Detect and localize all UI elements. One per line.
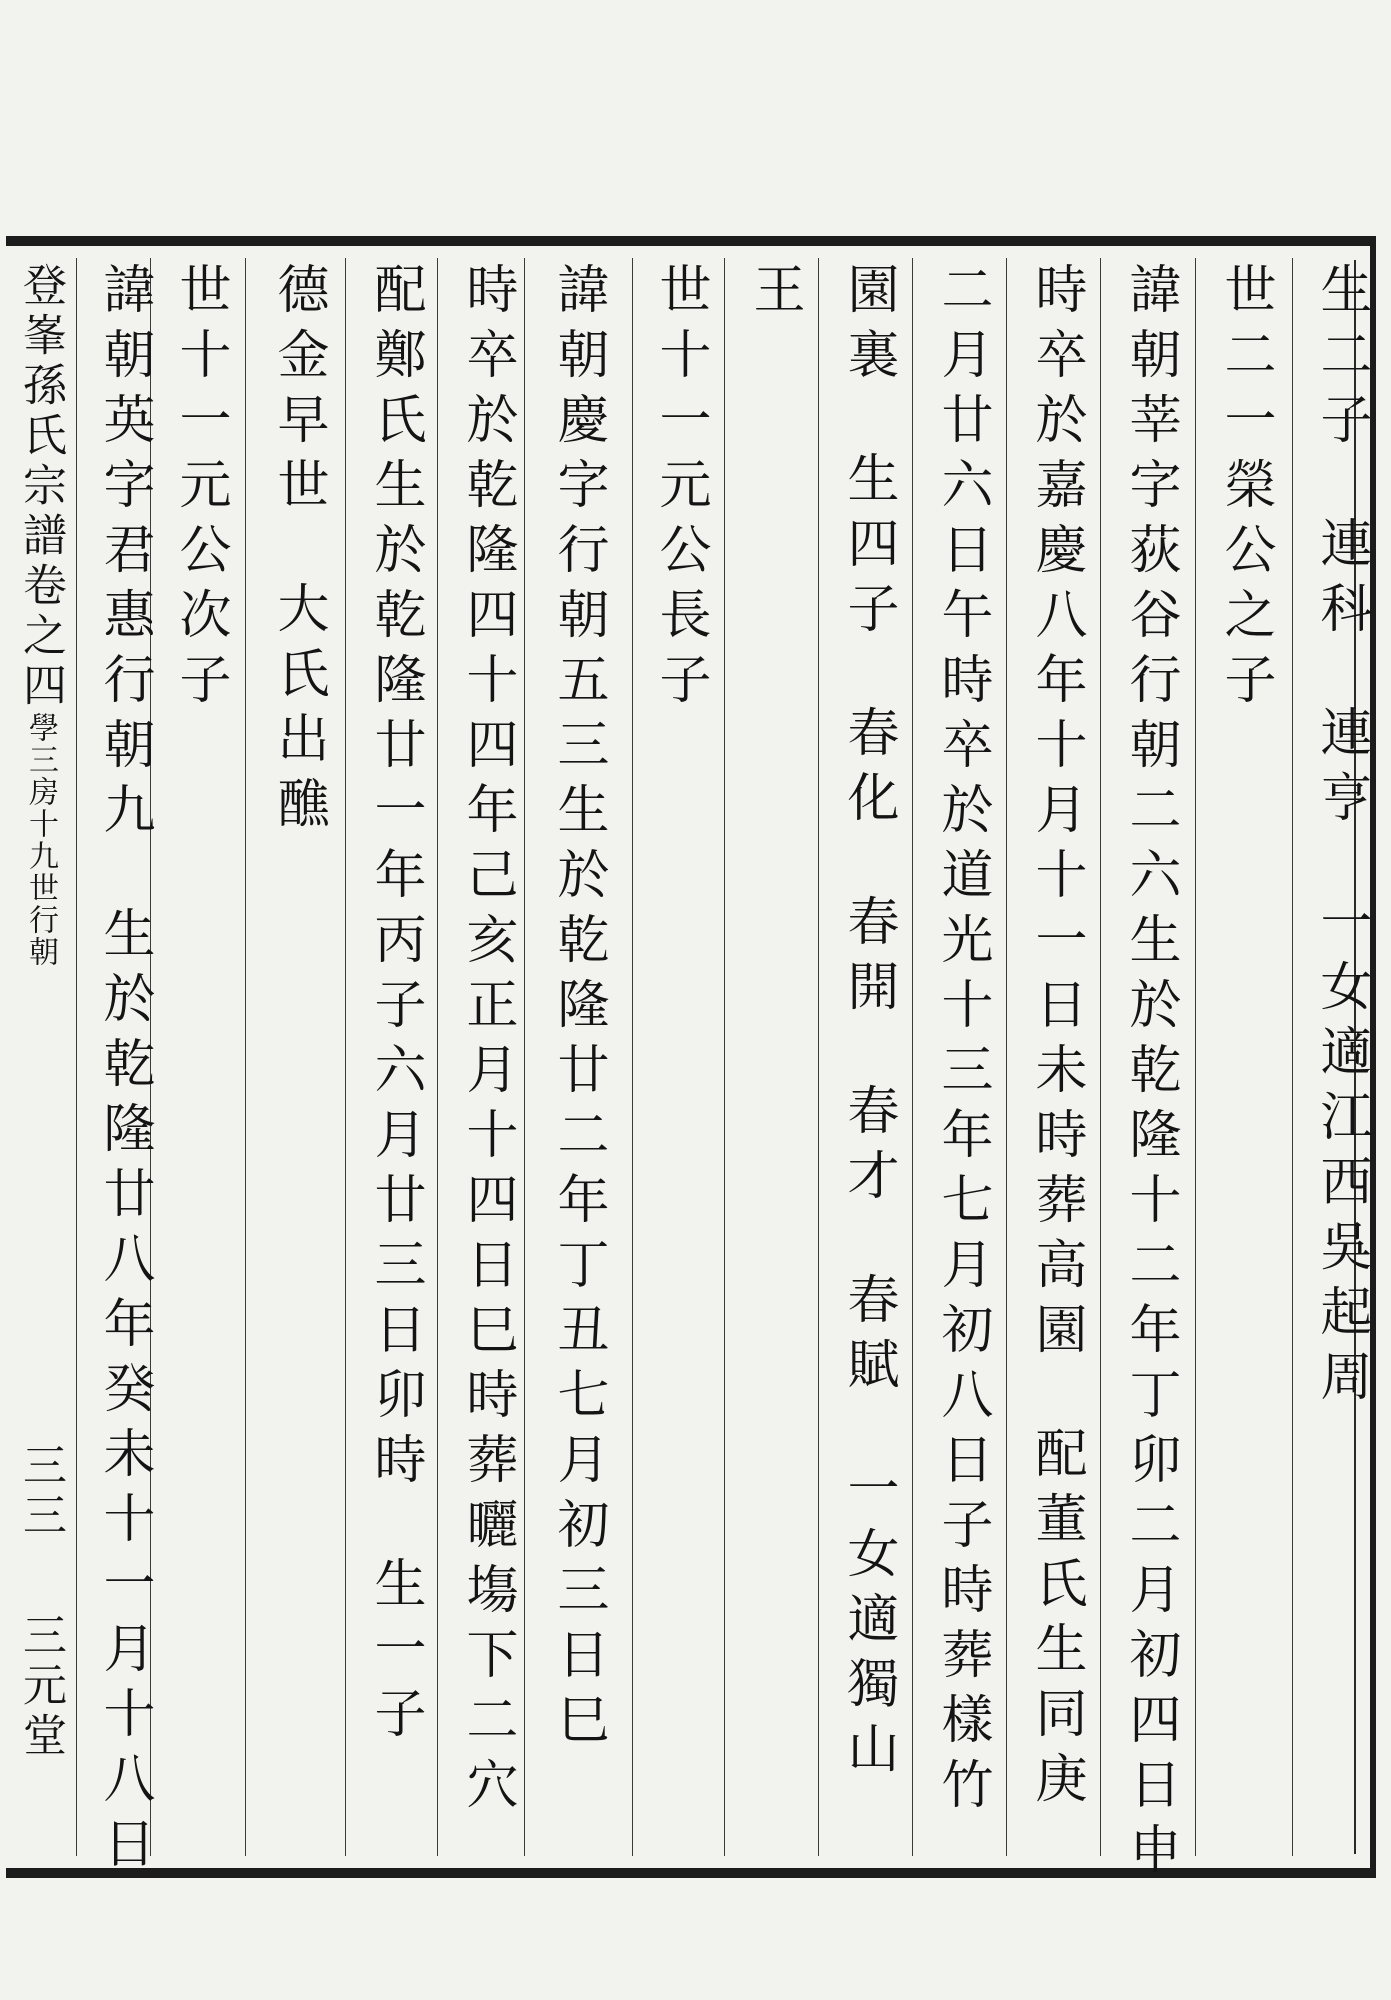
column-text: 時卒於嘉慶八年十月十一日未時葬高園 配董氏生同庚 bbox=[1026, 262, 1086, 1817]
column-rule bbox=[1292, 258, 1293, 1856]
column-rule bbox=[76, 258, 77, 1856]
text-column-11 bbox=[355, 262, 435, 1856]
text-column-6 bbox=[828, 262, 908, 1856]
column-rule bbox=[1006, 258, 1007, 1856]
column-text: 生二子 連科 連亨 一女適江西吳起周 bbox=[1311, 262, 1371, 1415]
text-column-14 bbox=[84, 262, 164, 1882]
column-text: 園裏 生四子 春化 春開 春才 春賦 一女適獨山 bbox=[838, 262, 898, 1787]
column-text: 配鄭氏生於乾隆廿一年丙子六月廿三日卯時 生一子 bbox=[365, 262, 425, 1752]
column-rule bbox=[345, 258, 346, 1856]
column-text: 世二一榮公之子 bbox=[1215, 262, 1275, 717]
section-label: 學三房十九世行朝 bbox=[23, 712, 58, 968]
text-column-8 bbox=[640, 262, 720, 1856]
column-rule bbox=[1195, 258, 1196, 1856]
column-rule bbox=[437, 258, 438, 1856]
column-rule bbox=[724, 258, 725, 1856]
book-title bbox=[10, 262, 70, 968]
text-column-3 bbox=[1110, 262, 1190, 1887]
column-rule bbox=[818, 258, 819, 1856]
hall-name: 三元堂 bbox=[15, 1612, 66, 1762]
text-column-13 bbox=[160, 262, 240, 1856]
text-column-12 bbox=[258, 262, 338, 1856]
text-column-4 bbox=[1016, 262, 1096, 1856]
column-text: 諱朝莘字荻谷行朝二六生於乾隆十二年丁卯二月初四日申 bbox=[1120, 262, 1180, 1887]
text-column-9 bbox=[538, 262, 618, 1856]
page-number: 三三 bbox=[15, 1442, 66, 1542]
column-text: 二月廿六日午時卒於道光十三年七月初八日子時葬樣竹 bbox=[932, 262, 992, 1822]
column-text: 時卒於乾隆四十四年己亥正月十四日巳時葬曬塲下二穴 bbox=[457, 262, 517, 1822]
text-column-10 bbox=[447, 262, 527, 1856]
volume-label: 卷之四 bbox=[15, 562, 66, 712]
text-column-1 bbox=[1301, 262, 1381, 1856]
column-rule bbox=[632, 258, 633, 1856]
column-rule bbox=[245, 258, 246, 1856]
column-text: 諱朝慶字行朝五三生於乾隆廿二年丁丑七月初三日巳 bbox=[548, 262, 608, 1757]
column-rule bbox=[1100, 258, 1101, 1856]
text-column-5 bbox=[922, 262, 1002, 1856]
book-title-text: 登峯孫氏宗譜 bbox=[15, 262, 66, 562]
text-column-7 bbox=[734, 262, 814, 1856]
column-text: 德金早世 大氏出醮 bbox=[268, 262, 328, 842]
column-text: 王 bbox=[744, 262, 804, 327]
column-rule bbox=[912, 258, 913, 1856]
text-column-2 bbox=[1205, 262, 1285, 1856]
column-text: 世十一元公次子 bbox=[170, 262, 230, 717]
margin-column bbox=[10, 262, 72, 1862]
column-text: 諱朝英字君惠行朝九 生於乾隆廿八年癸未十一月十八日 bbox=[94, 262, 154, 1882]
column-text: 世十一元公長子 bbox=[650, 262, 710, 717]
